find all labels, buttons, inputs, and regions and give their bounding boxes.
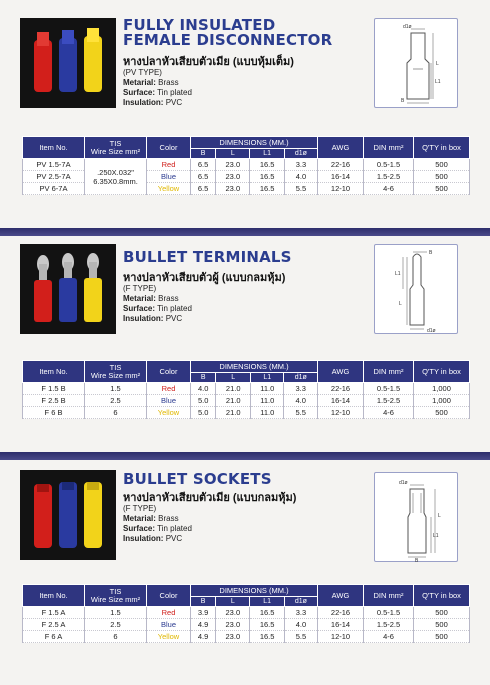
spec-block: (F TYPE) Metarial: Brass Surface: Tin plated Insulation: PVC (123, 504, 192, 543)
section-title: FULLY INSULATED FEMALE DISCONNECTOR (123, 16, 333, 49)
section-divider (0, 228, 490, 236)
col-item: Item No. (23, 137, 85, 159)
table-row: PV 6-7A Yellow 6.5 23.0 16.5 5.5 12-10 4-6 500 (23, 183, 470, 195)
section-title: BULLET SOCKETS (123, 470, 272, 488)
col-qty: Q'TY in box (414, 137, 470, 159)
product-type: (PV TYPE) (123, 68, 162, 77)
svg-text:B: B (401, 98, 405, 104)
col-b: B (191, 149, 216, 159)
section-title: BULLET TERMINALS (123, 248, 292, 266)
col-d1: d1ø (284, 149, 317, 159)
dimension-diagram (374, 472, 458, 562)
section-bullet-sockets (0, 460, 490, 685)
table-row: F 6 B 6 Yellow 5.0 21.0 11.0 5.5 12-10 4-6 500 (23, 407, 470, 419)
tis-merged: .250X.032" 6.35X0.8mm. (85, 159, 147, 195)
spec-table: Item No. TIS Wire Size mm² Color DIMENSIONS (MM.) AWG DIN mm² Q'TY in box B L L1 d1ø F 1.5 B 1.5 Red 4.0 21.0 11.0 3.3 22-16 0.5-1.5 1,000 F 2.5 B 2.5 Blue 5.0 21.0 11.0 4.0 16-14 1.5-2.5 1,000 F 6 B 6 Yellow 5.0 21.0 11.0 5.5 12-10 4-6 500 (22, 360, 470, 419)
col-din: DIN mm² (364, 137, 414, 159)
svg-text:L1: L1 (395, 271, 401, 277)
table-row: F 1.5 A 1.5 Red 3.9 23.0 16.5 3.3 22-16 0.5-1.5 500 (23, 607, 470, 619)
section-female-disconnector (0, 0, 490, 228)
table-row: F 2.5 B 2.5 Blue 5.0 21.0 11.0 4.0 16-14 1.5-2.5 1,000 (23, 395, 470, 407)
col-color: Color (147, 137, 191, 159)
col-tis: TIS Wire Size mm² (85, 137, 147, 159)
table-row: F 2.5 A 2.5 Blue 4.9 23.0 16.5 4.0 16-14 1.5-2.5 500 (23, 619, 470, 631)
col-awg: AWG (318, 137, 364, 159)
table-row: PV 1.5-7A .250X.032" 6.35X0.8mm. Red 6.5 23.0 16.5 3.3 22-16 0.5-1.5 500 (23, 159, 470, 171)
spec-table (22, 136, 470, 195)
spec-table: Item No. TIS Wire Size mm² Color DIMENSIONS (MM.) AWG DIN mm² Q'TY in box B L L1 d1ø F 1.5 A 1.5 Red 3.9 23.0 16.5 3.3 22-16 0.5-1.5 500 F 2.5 A 2.5 Blue 4.9 23.0 16.5 4.0 16-14 1.5-2.5 500 F 6 A 6 Yellow 4.9 23.0 16.5 5.5 12-10 4-6 500 (22, 584, 470, 643)
table-row: PV 2.5-7A Blue 6.5 23.0 16.5 4.0 16-14 1.5-2.5 500 (23, 171, 470, 183)
section-bullet-terminals (0, 236, 490, 456)
spec-block: (PV TYPE) Metarial: Brass Surface: Tin plated Insulation: PVC (123, 68, 192, 107)
svg-text:L: L (438, 513, 441, 519)
svg-text:B: B (429, 250, 433, 256)
spec-block: (F TYPE) Metarial: Brass Surface: Tin plated Insulation: PVC (123, 284, 192, 323)
svg-text:d1ø: d1ø (427, 328, 436, 334)
dimension-diagram (374, 18, 458, 108)
product-photo (20, 244, 116, 334)
svg-text:L1: L1 (435, 79, 441, 85)
svg-text:d1ø: d1ø (399, 480, 408, 486)
section-divider (0, 452, 490, 460)
product-photo (20, 470, 116, 560)
section-thai-subtitle: หางปลาหัวเสียบตัวเมีย (แบบหุ้มเต็ม) (123, 56, 294, 68)
svg-text:B: B (415, 558, 419, 563)
dimension-diagram (374, 244, 458, 334)
table-row: F 1.5 B 1.5 Red 4.0 21.0 11.0 3.3 22-16 0.5-1.5 1,000 (23, 383, 470, 395)
svg-text:L: L (399, 301, 402, 307)
product-photo (20, 18, 116, 108)
svg-text:L: L (436, 61, 439, 67)
section-thai-subtitle: หางปลาหัวเสียบตัวผู้ (แบบกลมหุ้ม) (123, 272, 286, 284)
svg-text:d1ø: d1ø (403, 24, 412, 30)
section-thai-subtitle: หางปลาหัวเสียบตัวเมีย (แบบกลมหุ้ม) (123, 492, 297, 504)
col-dimensions: DIMENSIONS (MM.) (191, 137, 318, 149)
table-row: F 6 A 6 Yellow 4.9 23.0 16.5 5.5 12-10 4-6 500 (23, 631, 470, 643)
col-l1: L1 (250, 149, 284, 159)
svg-text:L1: L1 (433, 533, 439, 539)
col-l: L (216, 149, 250, 159)
